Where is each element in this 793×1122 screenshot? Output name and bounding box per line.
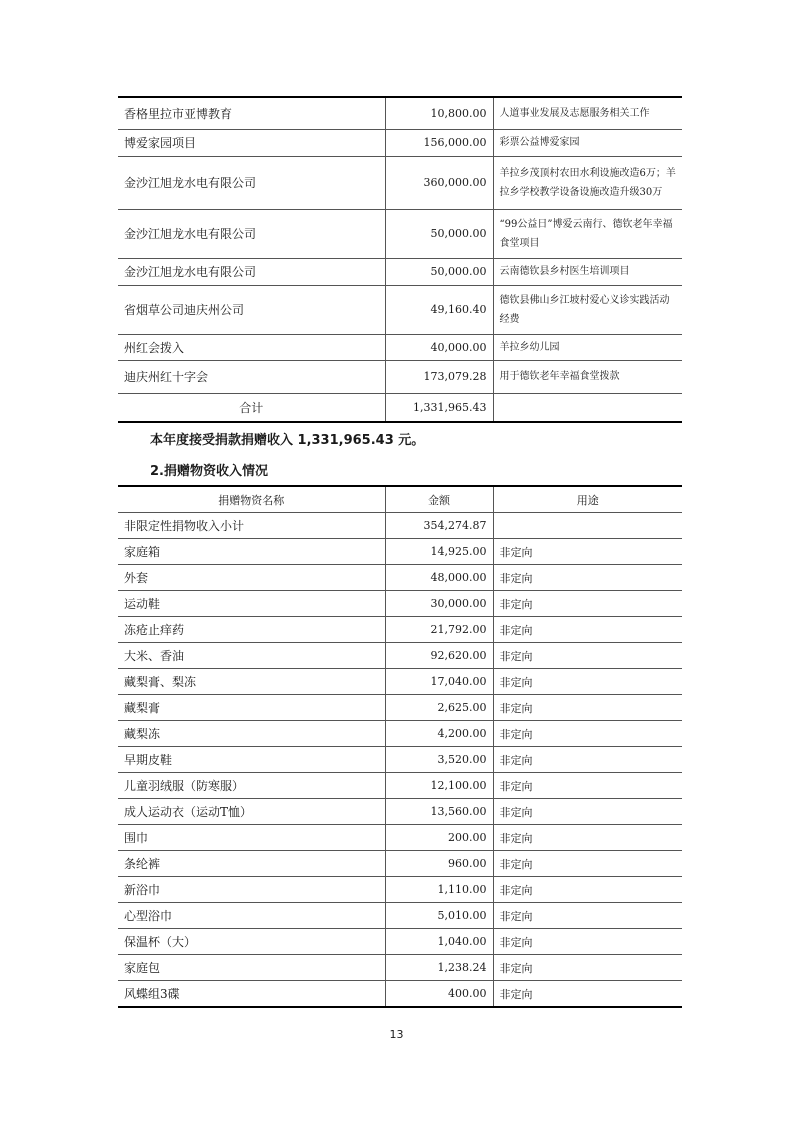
item-amount: 14,925.00 <box>385 539 493 565</box>
item-name: 风蝶组3碟 <box>118 981 385 1008</box>
donation-purpose: 人道事业发展及志愿服务相关工作 <box>499 107 650 119</box>
item-name: 条纶裤 <box>118 851 385 877</box>
donation-amount: 10,800.00 <box>385 97 493 129</box>
donation-amount: 50,000.00 <box>385 209 493 258</box>
item-purpose: 非定向 <box>493 643 682 669</box>
total-purpose <box>493 393 682 422</box>
item-purpose: 非定向 <box>493 539 682 565</box>
donor-name: 金沙江旭龙水电有限公司 <box>118 209 385 258</box>
donation-amount: 50,000.00 <box>385 258 493 285</box>
item-amount: 1,238.24 <box>385 955 493 981</box>
donation-purpose: 德钦县佛山乡江坡村爱心义诊实践活动经费 <box>493 285 682 334</box>
table-row <box>118 209 682 258</box>
item-name: 心型浴巾 <box>118 903 385 929</box>
donor-name: 金沙江旭龙水电有限公司 <box>118 258 385 285</box>
table-row <box>118 981 682 1008</box>
header-amount: 金额 <box>385 486 493 513</box>
donation-purpose: “99公益日”博爱云南行、德钦老年幸福食堂项目 <box>493 209 682 258</box>
item-amount: 13,560.00 <box>385 799 493 825</box>
header-purpose: 用途 <box>576 493 599 507</box>
item-amount: 30,000.00 <box>385 591 493 617</box>
item-name: 保温杯（大） <box>118 929 385 955</box>
table-row <box>118 773 682 799</box>
item-amount: 3,520.00 <box>385 747 493 773</box>
table-row <box>118 129 682 156</box>
subtotal-row <box>118 513 682 539</box>
item-name: 藏梨冻 <box>118 721 385 747</box>
item-name: 大米、香油 <box>118 643 385 669</box>
item-amount: 1,040.00 <box>385 929 493 955</box>
table-row <box>118 360 682 393</box>
item-name: 早期皮鞋 <box>118 747 385 773</box>
donation-purpose: 羊拉乡幼儿园 <box>493 334 682 360</box>
donation-purpose: 羊拉乡茂顶村农田水利设施改造6万；羊拉乡学校教学设备设施改造升级30万 <box>493 156 682 209</box>
item-name: 外套 <box>118 565 385 591</box>
table-row <box>118 591 682 617</box>
donor-name: 省烟草公司迪庆州公司 <box>118 285 385 334</box>
item-purpose: 非定向 <box>493 929 682 955</box>
table-row <box>118 156 682 209</box>
item-purpose: 非定向 <box>493 903 682 929</box>
item-name: 冻疮止痒药 <box>118 617 385 643</box>
item-purpose: 非定向 <box>493 981 682 1008</box>
table-row <box>118 747 682 773</box>
section-title: 2.捐赠物资收入情况 <box>150 464 268 479</box>
table-row <box>118 617 682 643</box>
donation-amount: 360,000.00 <box>385 156 493 209</box>
table-row <box>118 669 682 695</box>
donation-amount: 49,160.40 <box>385 285 493 334</box>
table-row <box>118 877 682 903</box>
total-row <box>118 393 682 422</box>
item-purpose: 非定向 <box>493 617 682 643</box>
item-purpose: 非定向 <box>493 669 682 695</box>
item-name: 成人运动衣（运动T恤） <box>118 799 385 825</box>
donor-name: 迪庆州红十字会 <box>118 360 385 393</box>
table-row <box>118 97 682 129</box>
table-row <box>118 334 682 360</box>
item-purpose: 非定向 <box>493 955 682 981</box>
material-donation-table <box>118 485 682 1008</box>
item-purpose: 非定向 <box>493 565 682 591</box>
table-row <box>118 851 682 877</box>
table-row <box>118 285 682 334</box>
page-number: 13 <box>389 1028 404 1041</box>
item-amount: 12,100.00 <box>385 773 493 799</box>
table-row <box>118 799 682 825</box>
item-name: 藏梨膏、梨冻 <box>118 669 385 695</box>
donation-income-table <box>118 96 682 423</box>
item-amount: 200.00 <box>385 825 493 851</box>
item-purpose <box>493 513 682 539</box>
item-purpose: 非定向 <box>493 773 682 799</box>
table-row <box>118 565 682 591</box>
item-amount: 48,000.00 <box>385 565 493 591</box>
item-amount: 92,620.00 <box>385 643 493 669</box>
item-purpose: 非定向 <box>493 591 682 617</box>
item-purpose: 非定向 <box>493 721 682 747</box>
table-row <box>118 929 682 955</box>
item-purpose: 非定向 <box>493 747 682 773</box>
donor-name: 金沙江旭龙水电有限公司 <box>118 156 385 209</box>
donor-name: 州红会拨入 <box>118 334 385 360</box>
donation-amount: 156,000.00 <box>385 129 493 156</box>
donation-purpose: 用于德钦老年幸福食堂拨款 <box>493 360 682 393</box>
table-row <box>118 643 682 669</box>
donation-amount: 40,000.00 <box>385 334 493 360</box>
total-label: 合计 <box>118 393 385 422</box>
table-row <box>118 825 682 851</box>
item-amount: 5,010.00 <box>385 903 493 929</box>
item-name: 家庭箱 <box>118 539 385 565</box>
item-name: 运动鞋 <box>118 591 385 617</box>
item-amount: 960.00 <box>385 851 493 877</box>
item-name: 儿童羽绒服（防寒服） <box>118 773 385 799</box>
item-purpose: 非定向 <box>493 877 682 903</box>
item-amount: 1,110.00 <box>385 877 493 903</box>
header-item-name: 捐赠物资名称 <box>218 493 285 507</box>
donor-name: 博爱家园项目 <box>118 129 385 156</box>
item-purpose: 非定向 <box>493 799 682 825</box>
item-name: 围巾 <box>118 825 385 851</box>
item-name: 新浴巾 <box>118 877 385 903</box>
item-amount: 4,200.00 <box>385 721 493 747</box>
donation-purpose: 云南德钦县乡村医生培训项目 <box>493 258 682 285</box>
table-row <box>118 721 682 747</box>
donation-amount: 173,079.28 <box>385 360 493 393</box>
donation-summary-text: 本年度接受捐款捐赠收入 1,331,965.43 元。 <box>150 433 425 448</box>
total-amount: 1,331,965.43 <box>385 393 493 422</box>
item-amount: 354,274.87 <box>385 513 493 539</box>
item-name: 家庭包 <box>118 955 385 981</box>
item-amount: 400.00 <box>385 981 493 1008</box>
item-amount: 2,625.00 <box>385 695 493 721</box>
item-purpose: 非定向 <box>493 851 682 877</box>
item-amount: 17,040.00 <box>385 669 493 695</box>
table-row <box>118 539 682 565</box>
donor-name: 香格里拉市亚博教育 <box>124 106 233 121</box>
table-row <box>118 695 682 721</box>
table-row <box>118 955 682 981</box>
item-amount: 21,792.00 <box>385 617 493 643</box>
donation-purpose: 彩票公益博爱家园 <box>493 129 682 156</box>
item-purpose: 非定向 <box>493 695 682 721</box>
item-name: 非限定性捐物收入小计 <box>118 513 385 539</box>
item-name: 藏梨膏 <box>118 695 385 721</box>
table-row <box>118 258 682 285</box>
table-header-row <box>118 486 682 513</box>
item-purpose: 非定向 <box>493 825 682 851</box>
table-row <box>118 903 682 929</box>
